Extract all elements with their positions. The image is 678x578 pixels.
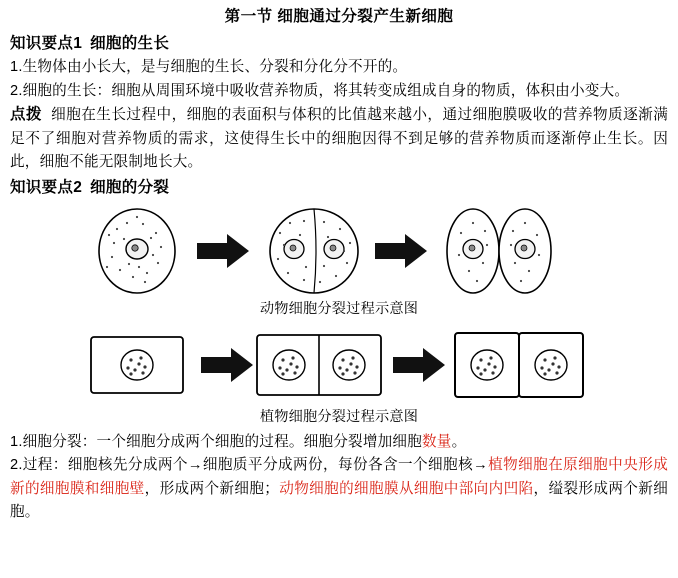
figure-plant-caption: 植物细胞分裂过程示意图 [259,408,419,425]
figure-plant-row [10,325,668,405]
section-1-paragraph-2: 2.细胞的生长：细胞从周围环境中吸收营养物质，将其转变成组成自身的物质，体积由小变大。 [10,82,630,99]
tip-text: 细胞在生长过程中，细胞的表面积与体积的比值越来越小，通过细胞膜吸收的营养物质逐渐满足不了细胞对营养物质的需求，这使得生长中的细胞因得不到足够的营养物质而逐渐停止生长。因此，细胞不能无限制地长大。 [10,107,668,170]
paragraph-2-part-2: ，形成两个新细胞； [144,480,280,497]
paragraph-1-after: 。 [451,433,467,450]
figure-animal-cell-division [10,205,668,319]
figure-plant-cell-division [10,325,668,427]
paragraph-2-highlight-2: 动物细胞的细胞膜从细胞中部向内凹陷 [279,480,534,497]
figure-animal-caption: 动物细胞分裂过程示意图 [259,300,419,317]
section-1-tip [10,103,668,175]
animal-cell-division-diagram [79,205,599,297]
section-1-paragraph-1: 1.生物体由小长大，是与细胞的生长、分裂和分化分不开的。 [10,59,408,75]
paragraph-1-highlight: 数量 [422,433,452,450]
tip-label: 点拨 [10,106,43,123]
arrow-icon [393,348,445,382]
section-2-title: 细胞的分裂 [90,178,170,196]
plant-cell-division-diagram [79,325,599,405]
paragraph-1-before: 1.细胞分裂：一个细胞分成两个细胞的过程。细胞分裂增加细胞 [10,433,423,450]
section-1-title: 细胞的生长 [90,35,170,52]
section-heading-1 [10,33,668,55]
section-1-label: 知识要点1 [10,35,83,52]
section-2-paragraph-1 [10,431,668,455]
figure-animal-row [10,205,668,297]
arrow-icon [197,234,249,268]
arrow-icon [201,348,253,382]
paragraph-2-part-1: 2.过程：细胞核先分成两个→细胞质平分成两份，每份各含一个细胞核→ [10,457,488,473]
paragraph-2-part-3: ，缢裂形成两个新细胞。 [10,480,668,520]
section-heading-2 [10,177,668,199]
paragraph-2-highlight-1: 植物细胞在原细胞中央形成新的细胞膜和细胞壁 [10,457,668,497]
page-title: 第一节 细胞通过分裂产生新细胞 [224,8,454,25]
arrow-icon [375,234,427,268]
section-2-paragraph-2 [10,454,668,525]
section-2-label: 知识要点2 [10,178,83,196]
